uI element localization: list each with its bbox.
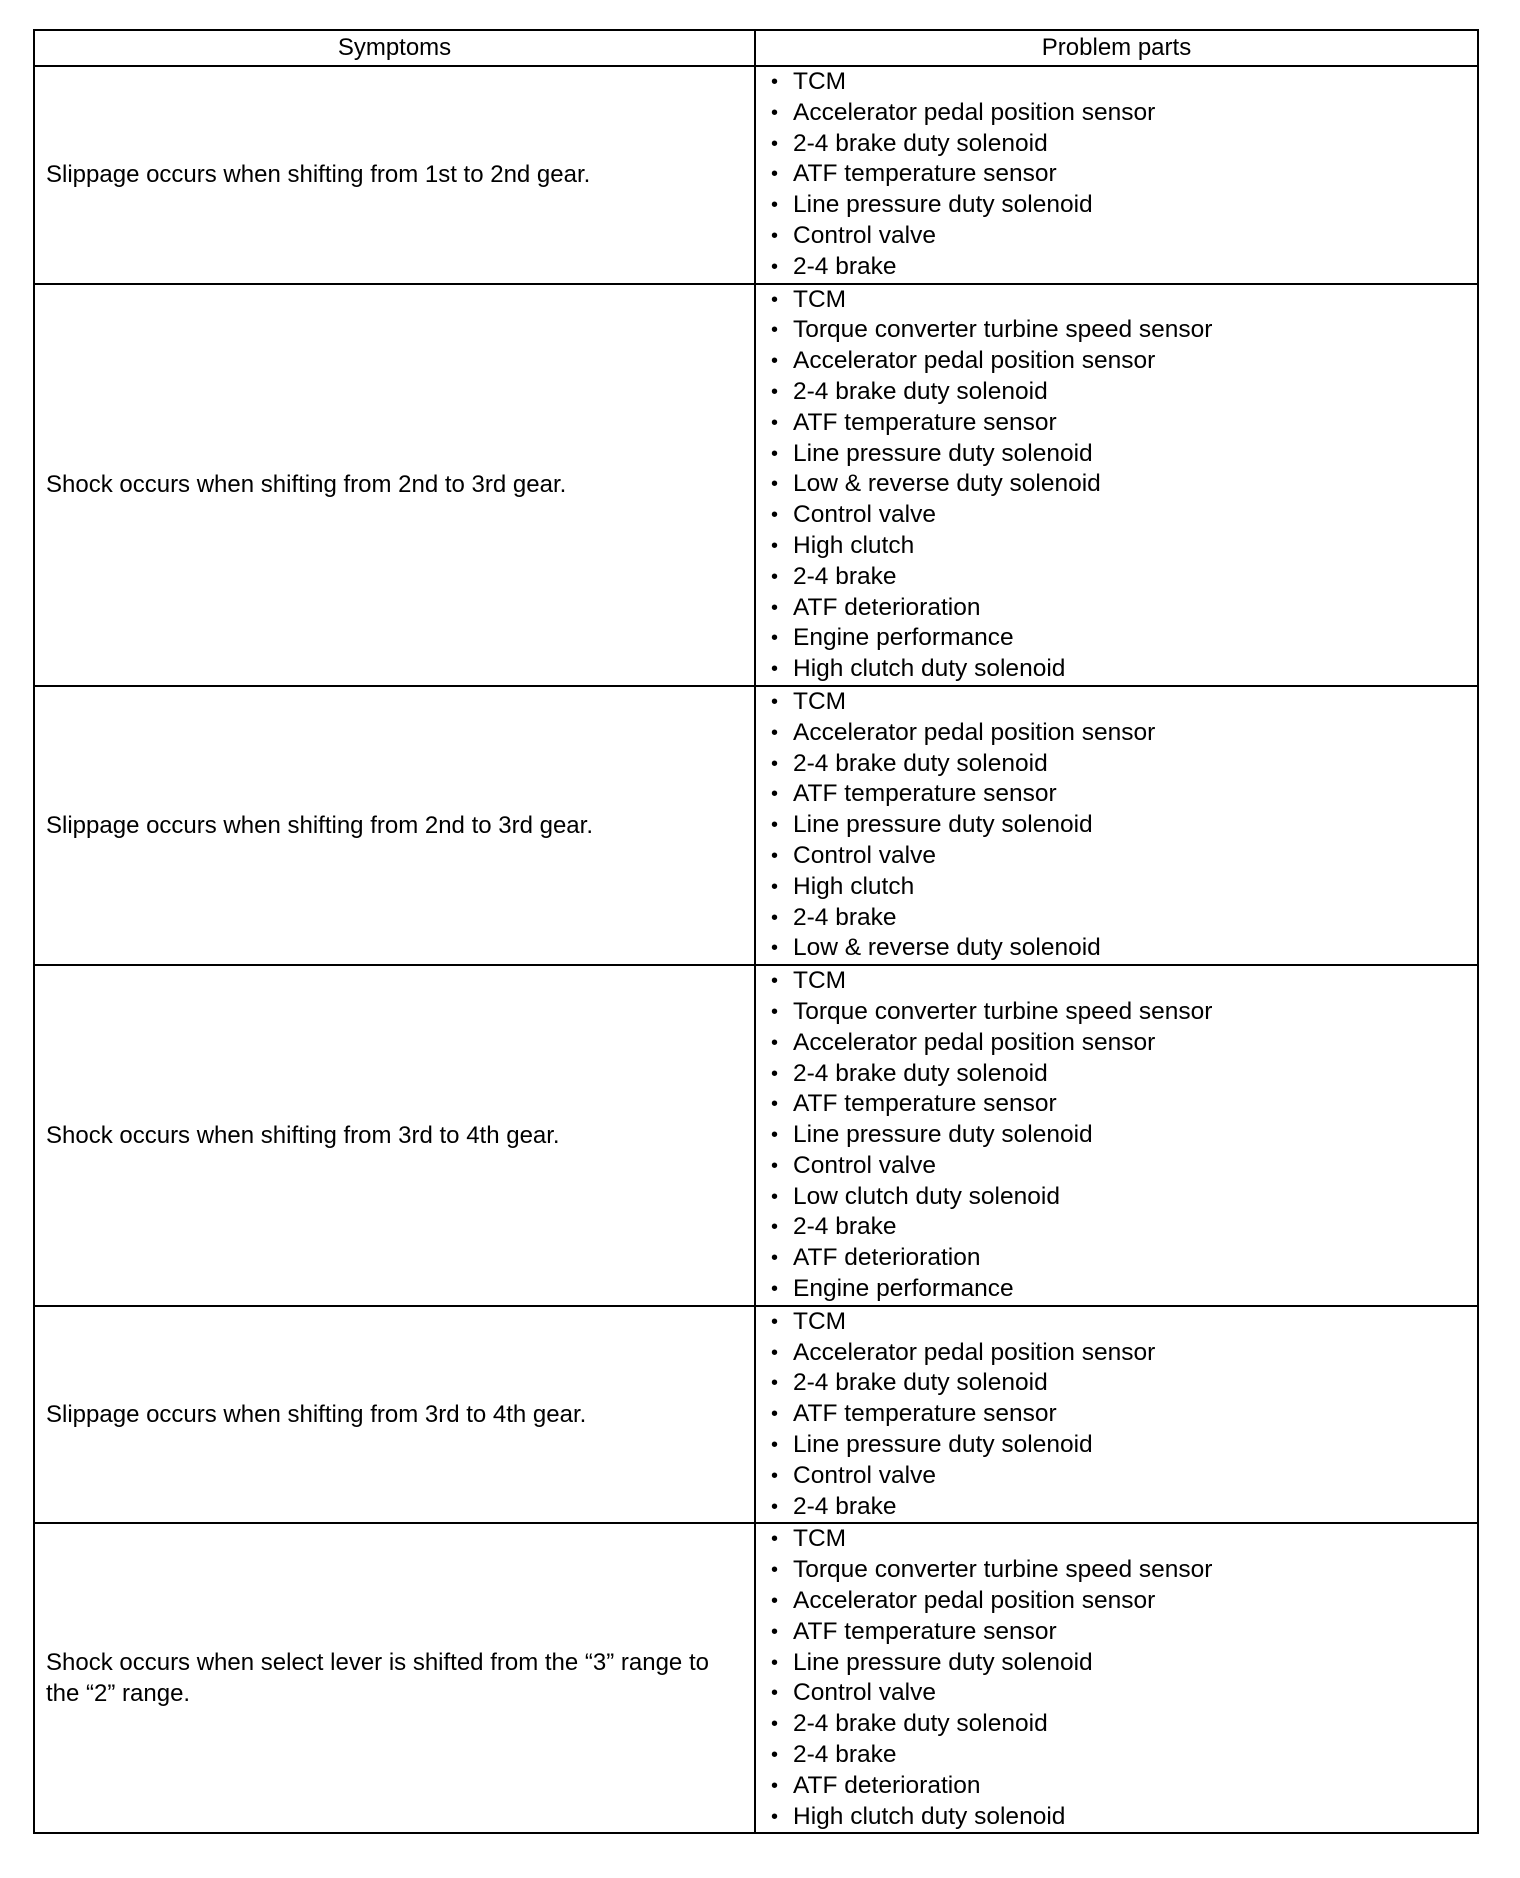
symptom-cell: Shock occurs when shifting from 3rd to 4th gear. [34,965,755,1306]
part-label: Low & reverse duty solenoid [793,934,1101,962]
list-item [771,1243,1477,1274]
list-item [771,593,1477,624]
list-item [771,779,1477,810]
bullet-icon: • [771,1805,779,1828]
bullet-icon: • [771,473,779,496]
bullet-icon: • [771,71,779,93]
bullet-icon: • [771,1216,779,1239]
column-header-problem-parts: Problem parts [755,30,1478,66]
bullet-icon: • [771,1620,779,1643]
bullet-icon: • [771,906,779,929]
bullet-icon: • [771,658,779,681]
part-label: Line pressure duty solenoid [793,1121,1093,1149]
list-item [771,933,1477,964]
bullet-icon: • [771,1000,779,1023]
part-label: 2-4 brake [793,252,897,280]
part-label: Line pressure duty solenoid [793,1431,1093,1459]
list-item [771,841,1477,872]
part-label: 2-4 brake [793,1741,897,1769]
part-label: ATF temperature sensor [793,1617,1057,1645]
bullet-icon: • [771,814,779,837]
list-item [771,159,1477,190]
list-item [771,1771,1477,1802]
part-label: 2-4 brake [793,1492,897,1520]
list-item [771,1740,1477,1771]
list-item [771,749,1477,780]
list-item [771,810,1477,841]
problem-parts-list [756,67,1477,283]
bullet-icon: • [771,534,779,557]
bullet-icon: • [771,752,779,775]
list-item [771,1338,1477,1369]
bullet-icon: • [771,319,779,342]
part-label: Low clutch duty solenoid [793,1182,1060,1210]
bullet-icon: • [771,565,779,588]
list-item [771,654,1477,685]
list-item [771,221,1477,252]
symptom-cell: Slippage occurs when shifting from 2nd to 3rd gear. [34,686,755,965]
bullet-icon: • [771,288,779,311]
bullet-icon: • [771,504,779,527]
list-item [771,1430,1477,1461]
list-item [771,252,1477,283]
part-label: Engine performance [793,1275,1014,1303]
list-item [771,1802,1477,1833]
bullet-icon: • [771,1093,779,1116]
part-label: Control valve [793,841,936,869]
part-label: High clutch [793,872,915,900]
symptom-cell: Slippage occurs when shifting from 3rd to 4th gear. [34,1306,755,1524]
part-label: ATF temperature sensor [793,1090,1057,1118]
bullet-icon: • [771,937,779,960]
part-label: ATF temperature sensor [793,780,1057,808]
part-label: 2-4 brake duty solenoid [793,1369,1048,1397]
list-item [771,562,1477,593]
list-item [771,1555,1477,1586]
part-label: 2-4 brake [793,562,897,590]
bullet-icon: • [771,380,779,403]
list-item [771,1182,1477,1213]
table-body [34,66,1478,1833]
part-label: 2-4 brake duty solenoid [793,1710,1048,1738]
list-item [771,718,1477,749]
list-item [771,190,1477,221]
list-item [771,98,1477,129]
part-label: Engine performance [793,624,1014,652]
bullet-icon: • [771,1590,779,1613]
bullet-icon: • [771,970,779,993]
bullet-icon: • [771,411,779,434]
list-item [771,500,1477,531]
part-label: Line pressure duty solenoid [793,1648,1093,1676]
part-label: Control valve [793,1151,936,1179]
bullet-icon: • [771,690,779,713]
list-item [771,1089,1477,1120]
bullet-icon: • [771,1278,779,1301]
part-label: ATF temperature sensor [793,160,1057,188]
part-label: Accelerator pedal position sensor [793,1028,1156,1056]
list-item [771,687,1477,718]
part-label: TCM [793,687,847,715]
list-item [771,346,1477,377]
bullet-icon: • [771,194,779,217]
problem-parts-list [756,1307,1477,1523]
list-item [771,1274,1477,1305]
bullet-icon: • [771,1341,779,1364]
bullet-icon: • [771,1062,779,1085]
part-label: 2-4 brake duty solenoid [793,1059,1048,1087]
bullet-icon: • [771,721,779,744]
bullet-icon: • [771,1031,779,1054]
bullet-icon: • [771,783,779,806]
part-label: Low & reverse duty solenoid [793,470,1101,498]
list-item [771,1678,1477,1709]
bullet-icon: • [771,627,779,650]
list-item [771,1028,1477,1059]
list-item [771,377,1477,408]
bullet-icon: • [771,442,779,465]
problem-parts-cell [755,66,1478,284]
bullet-icon: • [771,1124,779,1147]
list-item [771,997,1477,1028]
bullet-icon: • [771,1744,779,1767]
list-item [771,903,1477,934]
problem-parts-list [756,1524,1477,1832]
part-label: Torque converter turbine speed sensor [793,997,1213,1025]
problem-parts-cell [755,1523,1478,1833]
problem-parts-cell [755,284,1478,686]
part-label: High clutch [793,531,915,559]
problem-parts-cell [755,1306,1478,1524]
part-label: 2-4 brake [793,1213,897,1241]
part-label: 2-4 brake duty solenoid [793,377,1048,405]
part-label: TCM [793,1307,847,1335]
list-item [771,1617,1477,1648]
list-item [771,1212,1477,1243]
list-item [771,1151,1477,1182]
list-item [771,1709,1477,1740]
bullet-icon: • [771,875,779,898]
problem-parts-list [756,285,1477,685]
part-label: ATF temperature sensor [793,1400,1057,1428]
symptoms-table [33,29,1479,1834]
list-item [771,966,1477,997]
part-label: TCM [793,1525,847,1553]
bullet-icon: • [771,163,779,186]
list-item [771,1368,1477,1399]
list-item [771,439,1477,470]
part-label: TCM [793,285,847,313]
bullet-icon: • [771,1713,779,1736]
part-label: ATF deterioration [793,1244,981,1272]
list-item [771,531,1477,562]
part-label: ATF deterioration [793,1771,981,1799]
part-label: Accelerator pedal position sensor [793,98,1156,126]
problem-parts-list [756,687,1477,964]
bullet-icon: • [771,844,779,867]
part-label: Accelerator pedal position sensor [793,1338,1156,1366]
list-item [771,408,1477,439]
list-item [771,1399,1477,1430]
table-row [34,686,1478,965]
bullet-icon: • [771,1154,779,1177]
part-label: Control valve [793,501,936,529]
part-label: Torque converter turbine speed sensor [793,316,1213,344]
part-label: ATF deterioration [793,593,981,621]
symptom-cell: Shock occurs when select lever is shifted from the “3” range to the “2” range. [34,1523,755,1833]
list-item [771,1059,1477,1090]
part-label: Line pressure duty solenoid [793,811,1093,839]
list-item [771,469,1477,500]
bullet-icon: • [771,1495,779,1518]
bullet-icon: • [771,1464,779,1487]
bullet-icon: • [771,1528,779,1551]
part-label: Accelerator pedal position sensor [793,1587,1156,1615]
part-label: Control valve [793,221,936,249]
list-item [771,1524,1477,1555]
part-label: Line pressure duty solenoid [793,439,1093,467]
part-label: High clutch duty solenoid [793,1802,1066,1830]
list-item [771,1120,1477,1151]
part-label: Control valve [793,1461,936,1489]
bullet-icon: • [771,255,779,278]
list-item [771,1307,1477,1338]
list-item [771,129,1477,160]
part-label: Line pressure duty solenoid [793,191,1093,219]
problem-parts-cell [755,686,1478,965]
bullet-icon: • [771,1185,779,1208]
list-item [771,1586,1477,1617]
part-label: Torque converter turbine speed sensor [793,1556,1213,1584]
list-item [771,67,1477,98]
part-label: TCM [793,68,847,95]
list-item [771,1648,1477,1679]
table-row [34,1523,1478,1833]
bullet-icon: • [771,224,779,247]
table-row [34,66,1478,284]
symptom-cell: Slippage occurs when shifting from 1st to 2nd gear. [34,66,755,284]
symptom-cell: Shock occurs when shifting from 2nd to 3rd gear. [34,284,755,686]
table-row [34,965,1478,1306]
part-label: Accelerator pedal position sensor [793,347,1156,375]
part-label: ATF temperature sensor [793,408,1057,436]
list-item [771,872,1477,903]
problem-parts-cell [755,965,1478,1306]
bullet-icon: • [771,1559,779,1582]
bullet-icon: • [771,1310,779,1333]
table-header-row [34,30,1478,66]
part-label: 2-4 brake duty solenoid [793,129,1048,157]
bullet-icon: • [771,1774,779,1797]
list-item [771,315,1477,346]
bullet-icon: • [771,1434,779,1457]
bullet-icon: • [771,1372,779,1395]
list-item [771,285,1477,316]
bullet-icon: • [771,1247,779,1270]
column-header-symptoms: Symptoms [34,30,755,66]
bullet-icon: • [771,1651,779,1674]
list-item [771,1492,1477,1523]
table-row [34,284,1478,686]
part-label: Accelerator pedal position sensor [793,718,1156,746]
table-row [34,1306,1478,1524]
list-item [771,1461,1477,1492]
bullet-icon: • [771,132,779,155]
list-item [771,623,1477,654]
part-label: 2-4 brake duty solenoid [793,749,1048,777]
bullet-icon: • [771,350,779,373]
bullet-icon: • [771,1682,779,1705]
part-label: 2-4 brake [793,903,897,931]
part-label: High clutch duty solenoid [793,655,1066,683]
problem-parts-list [756,966,1477,1305]
bullet-icon: • [771,101,779,124]
part-label: Control valve [793,1679,936,1707]
bullet-icon: • [771,596,779,619]
bullet-icon: • [771,1403,779,1426]
part-label: TCM [793,967,847,995]
